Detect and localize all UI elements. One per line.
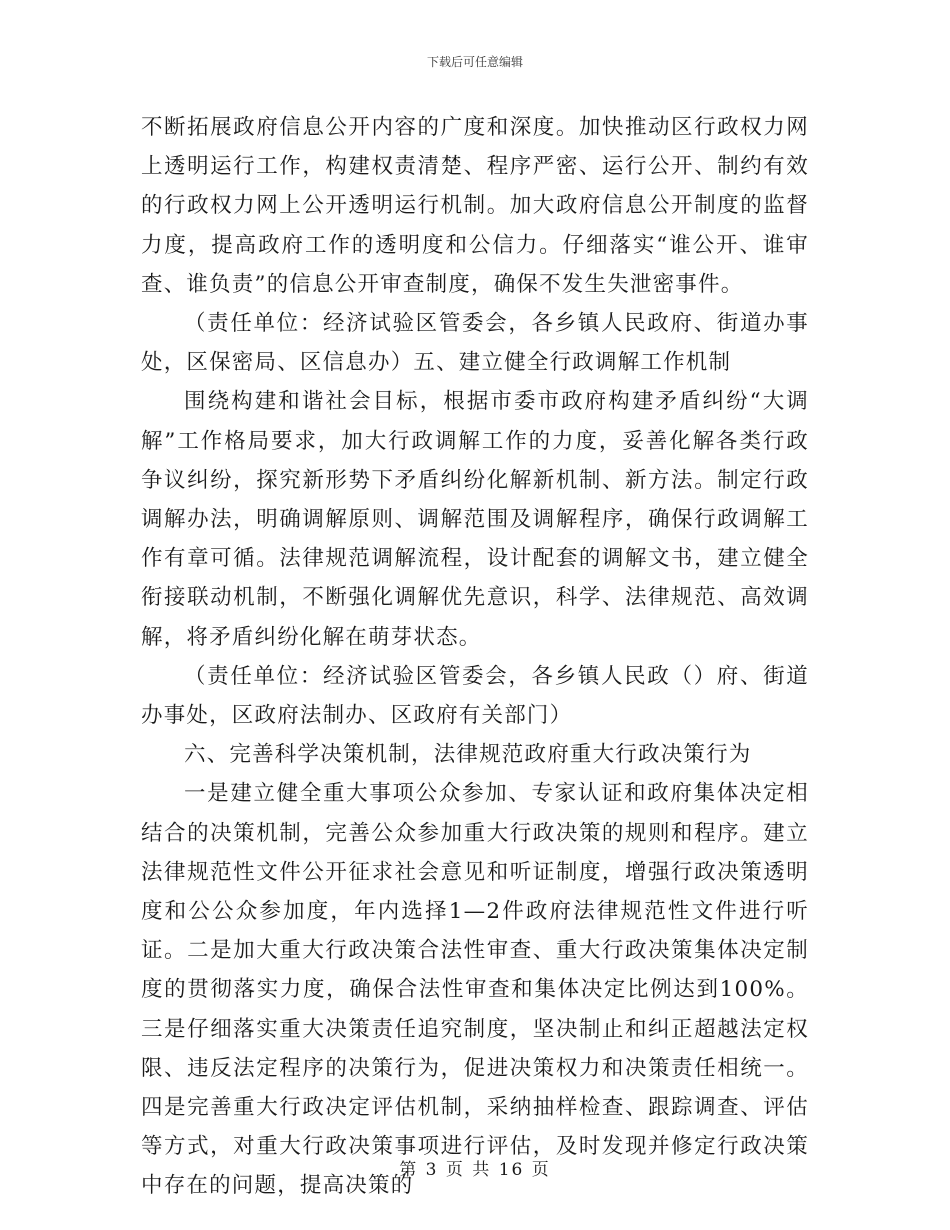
paragraph: 围绕构建和谐社会目标，根据市委市政府构建矛盾纠纷“大调解”工作格局要求，加大行政调解工作的力度，妥善化解各类行政争议纠纷，探究新形势下矛盾纠纷化解新机制、新方法。制定行政调解办法，明确调解原则、调解范围及调解程序，确保行政调解工作有章可循。法律规范调解流程，设计配套的调解文书，建立健全衔接联动机制，不断强化调解优先意识，科学、法律规范、高效调解，将矛盾纠纷化解在萌芽状态。 bbox=[141, 389, 809, 650]
paragraph: 一是建立健全重大事项公众参加、专家认证和政府集体决定相结合的决策机制，完善公众参加重大行政决策的规则和程序。建立法律规范性文件公开征求社会意见和听证制度，增强行政决策透明度和公公众参加度，年内选择1—2件政府法律规范性文件进行听证。二是加大重大行政决策合法性审查、重大行政决策集体决定制度的贯彻落实力度，确保合法性审查和集体决定比例达到100%。三是仔细落实重大决策责任追究制度，坚决制止和纠正超越法定权限、违反法定程序的决策行为，促进决策权力和决策责任相统一。四是完善重大行政决定评估机制，采纳抽样检查、跟踪调查、评估等方式，对重大行政决策事项进行评估，及时发现并修定行政决策中存在的问题，提高决策的 bbox=[141, 781, 809, 1199]
page-number: 第 3 页 共 16 页 bbox=[399, 1160, 551, 1180]
section-heading: 六、完善科学决策机制，法律规范政府重大行政决策行为 bbox=[184, 742, 752, 768]
paragraph: （责任单位：经济试验区管委会，各乡镇人民政府、街道办事处，区保密局、区信息办）五、建立健全行政调解工作机制 bbox=[141, 311, 809, 376]
page-header-note: 下载后可任意编辑 bbox=[426, 55, 523, 69]
paragraph: （责任单位：经济试验区管委会，各乡镇人民政（）府、街道办事处，区政府法制办、区政府有关部门） bbox=[141, 663, 809, 729]
document-body bbox=[141, 108, 809, 1206]
paragraph: 不断拓展政府信息公开内容的广度和深度。加快推动区行政权力网上透明运行工作，构建权责清楚、程序严密、运行公开、制约有效的行政权力网上公开透明运行机制。加大政府信息公开制度的监督力度，提高政府工作的透明度和公信力。仔细落实“谁公开、谁审查、谁负责”的信息公开审查制度，确保不发生失泄密事件。 bbox=[141, 115, 809, 297]
